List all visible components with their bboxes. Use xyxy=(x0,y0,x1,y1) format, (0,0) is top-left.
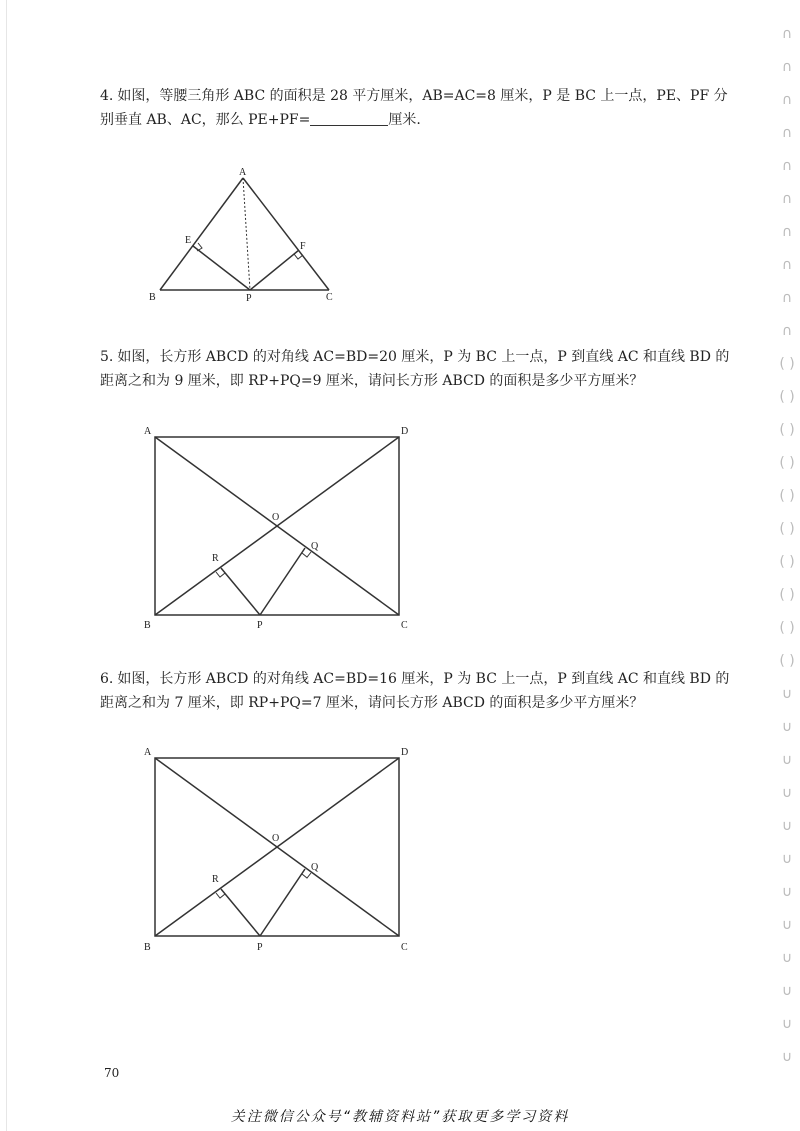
problem-statement-end: 厘米. xyxy=(388,112,421,128)
label-e: E xyxy=(185,235,192,246)
label-f: F xyxy=(300,241,306,252)
binder-ring-mark: ∩ xyxy=(781,224,793,240)
label-p: P xyxy=(257,620,263,631)
binder-ring-mark: ∩ xyxy=(781,323,793,339)
label-q: Q xyxy=(311,541,319,552)
label-p: P xyxy=(257,942,263,953)
binder-ring-mark: ∪ xyxy=(781,785,793,801)
label-b: B xyxy=(144,942,151,953)
label-b: B xyxy=(149,292,156,303)
binder-ring-mark: ( ) xyxy=(779,356,795,372)
binder-ring-mark: ( ) xyxy=(779,389,795,405)
label-a: A xyxy=(144,426,152,437)
label-a: A xyxy=(239,167,247,178)
problem-number: 6. xyxy=(100,671,114,687)
binder-ring-mark: ( ) xyxy=(779,554,795,570)
binder-ring-mark: ∪ xyxy=(781,884,793,900)
label-c: C xyxy=(401,942,408,953)
problem-statement: 如图，长方形 ABCD 的对角线 AC=BD=20 厘米，P 为 BC 上一点，P 到直线 AC 和直线 BD 的距离之和为 9 厘米，即 RP+PQ=9 厘米，请问长方形 ABCD 的面积是多少平方厘米？ xyxy=(100,349,730,389)
binder-ring-mark: ∩ xyxy=(781,191,793,207)
footer-note: 关注微信公众号“教辅资料站”获取更多学习资料 xyxy=(230,1109,570,1125)
label-r: R xyxy=(212,553,219,564)
binder-rings xyxy=(779,18,795,1098)
label-c: C xyxy=(401,620,408,631)
label-b: B xyxy=(144,620,151,631)
label-c: C xyxy=(326,292,333,303)
right-angle-q xyxy=(302,873,311,878)
binder-ring-mark: ∪ xyxy=(781,1049,793,1065)
segment-pr xyxy=(221,889,260,936)
label-a: A xyxy=(144,747,152,758)
binder-ring-mark: ( ) xyxy=(779,455,795,471)
binder-ring-mark: ∩ xyxy=(781,257,793,273)
segment-pq xyxy=(260,869,305,936)
binder-ring-mark: ∪ xyxy=(781,950,793,966)
binder-ring-mark: ∪ xyxy=(781,917,793,933)
binder-ring-mark: ∪ xyxy=(781,983,793,999)
problem-number: 5. xyxy=(100,349,114,365)
binder-ring-mark: ∩ xyxy=(781,59,793,75)
label-r: R xyxy=(212,874,219,885)
page-number: 70 xyxy=(104,1066,120,1080)
binder-ring-mark: ( ) xyxy=(779,620,795,636)
binder-ring-mark: ( ) xyxy=(779,587,795,603)
binder-ring-mark: ∪ xyxy=(781,1016,793,1032)
binder-ring-mark: ∩ xyxy=(781,125,793,141)
binder-ring-mark: ∩ xyxy=(781,26,793,42)
binder-ring-mark: ∪ xyxy=(781,686,793,702)
label-p: P xyxy=(246,293,252,304)
binder-ring-mark: ( ) xyxy=(779,488,795,504)
binder-ring-mark: ∪ xyxy=(781,752,793,768)
problem-statement: 如图，长方形 ABCD 的对角线 AC=BD=16 厘米，P 为 BC 上一点，P 到直线 AC 和直线 BD 的距离之和为 7 厘米，即 RP+PQ=7 厘米，请问长方形 ABCD 的面积是多少平方厘米？ xyxy=(100,671,730,711)
binder-ring-mark: ( ) xyxy=(779,422,795,438)
problem-number: 4. xyxy=(100,88,114,104)
label-d: D xyxy=(401,426,409,437)
binder-ring-mark: ∩ xyxy=(781,290,793,306)
binder-ring-mark: ∩ xyxy=(781,92,793,108)
label-q: Q xyxy=(311,862,319,873)
label-d: D xyxy=(401,747,409,758)
binder-ring-mark: ∪ xyxy=(781,851,793,867)
binder-ring-mark: ( ) xyxy=(779,521,795,537)
label-o: O xyxy=(272,833,280,844)
binder-ring-mark: ∪ xyxy=(781,719,793,735)
binder-ring-mark: ∪ xyxy=(781,818,793,834)
label-o: O xyxy=(272,512,280,523)
problem-statement: 如图，等腰三角形 ABC 的面积是 28 平方厘米，AB=AC=8 厘米，P 是 BC 上一点，PE、PF 分别垂直 AB、AC，那么 PE+PF= xyxy=(100,88,728,128)
binder-ring-mark: ∩ xyxy=(781,158,793,174)
right-angle-r xyxy=(216,893,225,898)
binder-ring-mark: ( ) xyxy=(779,653,795,669)
